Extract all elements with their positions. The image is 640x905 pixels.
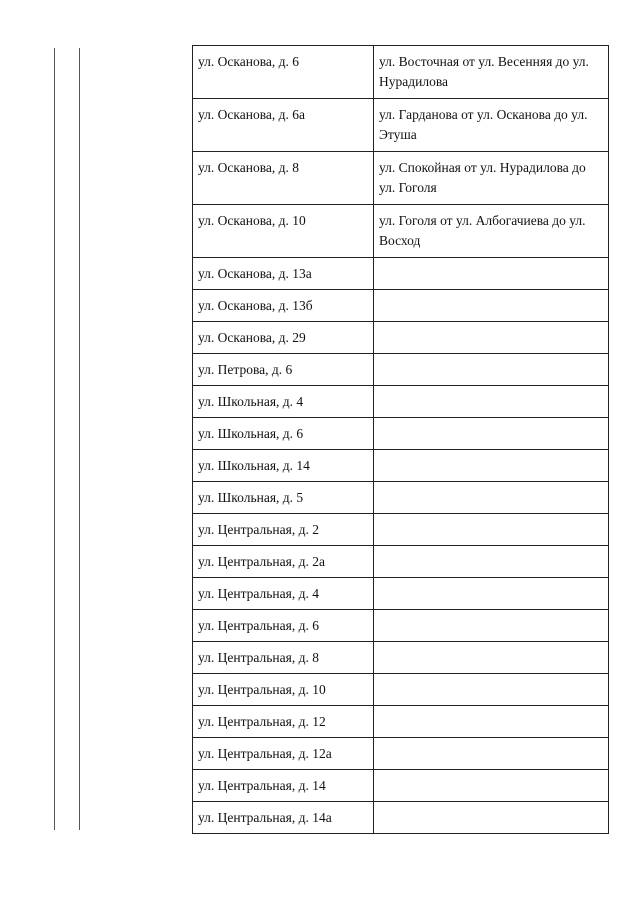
table-row (193, 482, 609, 514)
table-row (193, 290, 609, 322)
street-cell (374, 546, 609, 578)
margin-line-right (79, 48, 80, 830)
address-cell: ул. Школьная, д. 14 (193, 450, 374, 482)
margin-line-left (54, 48, 55, 830)
address-cell: ул. Школьная, д. 5 (193, 482, 374, 514)
table-row (193, 802, 609, 834)
table-row (193, 418, 609, 450)
address-cell: ул. Осканова, д. 8 (193, 152, 374, 205)
address-cell: ул. Центральная, д. 4 (193, 578, 374, 610)
street-cell (374, 738, 609, 770)
table-row (193, 546, 609, 578)
table-row (193, 99, 609, 152)
street-cell (374, 322, 609, 354)
street-cell (374, 770, 609, 802)
address-cell: ул. Центральная, д. 12а (193, 738, 374, 770)
table-row (193, 322, 609, 354)
street-cell: ул. Спокойная от ул. Нурадилова до ул. Гоголя (374, 152, 609, 205)
street-cell (374, 290, 609, 322)
address-cell: ул. Школьная, д. 6 (193, 418, 374, 450)
address-cell: ул. Осканова, д. 13а (193, 258, 374, 290)
table-row (193, 514, 609, 546)
table-row (193, 354, 609, 386)
table-row (193, 258, 609, 290)
address-cell: ул. Центральная, д. 10 (193, 674, 374, 706)
street-cell (374, 802, 609, 834)
address-cell: ул. Центральная, д. 14а (193, 802, 374, 834)
table-row (193, 152, 609, 205)
street-cell: ул. Гарданова от ул. Осканова до ул. Этуша (374, 99, 609, 152)
street-cell: ул. Гоголя от ул. Албогачиева до ул. Восход (374, 205, 609, 258)
address-cell: ул. Осканова, д. 13б (193, 290, 374, 322)
street-cell (374, 386, 609, 418)
address-cell: ул. Центральная, д. 2 (193, 514, 374, 546)
address-cell: ул. Центральная, д. 14 (193, 770, 374, 802)
address-cell: ул. Осканова, д. 29 (193, 322, 374, 354)
table-row (193, 386, 609, 418)
address-cell: ул. Центральная, д. 2а (193, 546, 374, 578)
street-cell (374, 450, 609, 482)
table-row (193, 770, 609, 802)
table-row (193, 450, 609, 482)
street-cell (374, 706, 609, 738)
street-cell (374, 258, 609, 290)
table-row (193, 610, 609, 642)
table-row (193, 642, 609, 674)
street-cell (374, 482, 609, 514)
street-cell: ул. Восточная от ул. Весенняя до ул. Нурадилова (374, 46, 609, 99)
table-row (193, 674, 609, 706)
table-row (193, 578, 609, 610)
street-cell (374, 354, 609, 386)
table-row (193, 205, 609, 258)
table-row (193, 46, 609, 99)
street-cell (374, 674, 609, 706)
address-cell: ул. Центральная, д. 12 (193, 706, 374, 738)
street-cell (374, 418, 609, 450)
address-cell: ул. Петрова, д. 6 (193, 354, 374, 386)
address-cell: ул. Осканова, д. 10 (193, 205, 374, 258)
street-cell (374, 642, 609, 674)
street-cell (374, 514, 609, 546)
street-cell (374, 578, 609, 610)
address-table (192, 45, 609, 834)
address-cell: ул. Центральная, д. 8 (193, 642, 374, 674)
address-cell: ул. Центральная, д. 6 (193, 610, 374, 642)
address-cell: ул. Осканова, д. 6 (193, 46, 374, 99)
table-row (193, 706, 609, 738)
table-row (193, 738, 609, 770)
address-cell: ул. Школьная, д. 4 (193, 386, 374, 418)
address-cell: ул. Осканова, д. 6а (193, 99, 374, 152)
street-cell (374, 610, 609, 642)
